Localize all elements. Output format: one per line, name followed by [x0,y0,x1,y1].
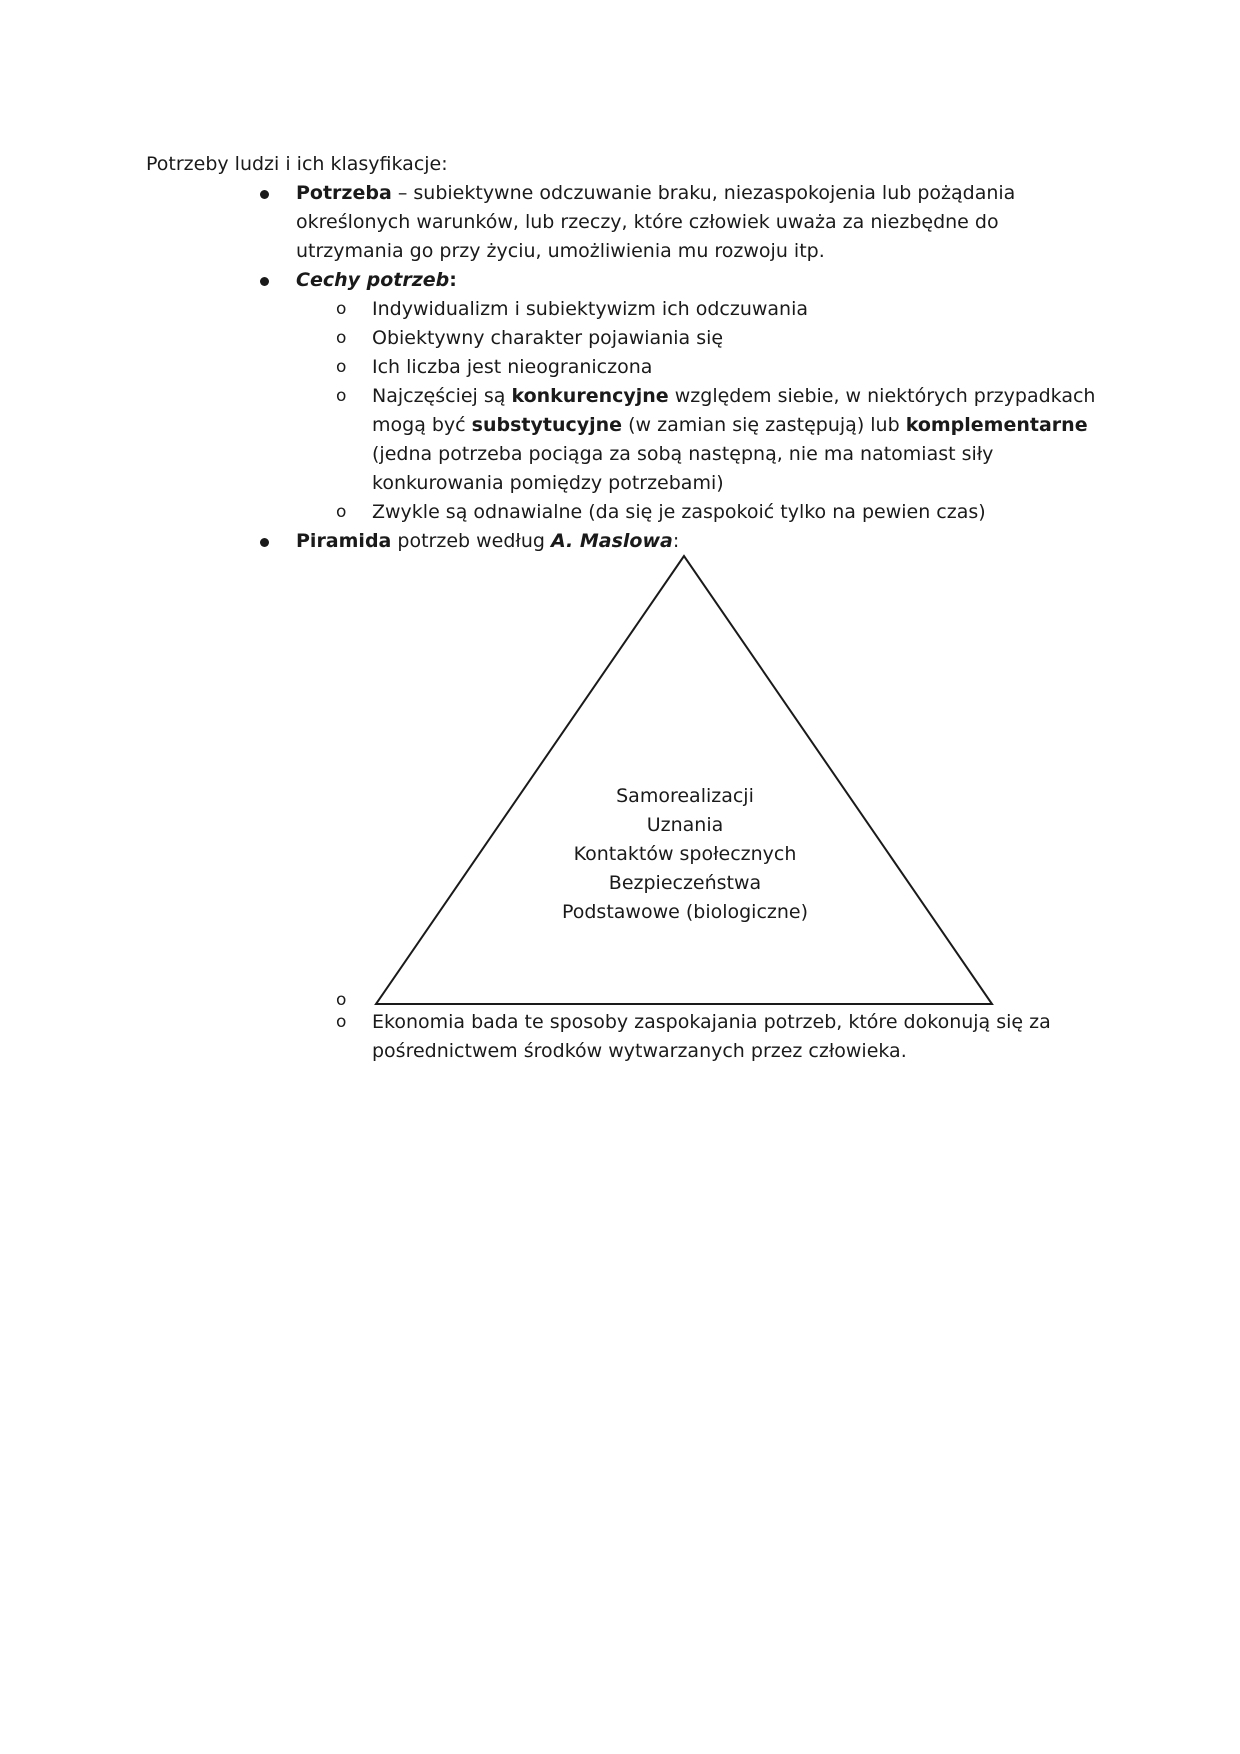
feature-item-4-line-2: mogą być substytucyjne (w zamian się zastępują) lub komplementarne [372,414,1088,436]
feature-item-1: Indywidualizm i subiektywizm ich odczuwania [372,298,809,320]
pyramid-level-4: Bezpieczeństwa [608,872,762,894]
definition-line-1: Potrzeba – subiektywne odczuwanie braku, niezaspokojenia lub pożądania [296,182,1016,204]
sub-bullet-marker: o [336,299,347,319]
pyramid-level-1: Samorealizacji [616,785,754,807]
sub-bullet-marker: o [336,502,347,522]
feature-item-5: Zwykle są odnawialne (da się je zaspokoić tylko na pewien czas) [372,501,986,523]
definition-term: Potrzeba [296,182,392,204]
economy-line-1: Ekonomia bada te sposoby zaspokajania potrzeb, które dokonują się za [372,1011,1051,1033]
sub-bullet-marker: o [336,386,347,406]
sub-bullet-marker: o [336,357,347,377]
features-heading: Cechy potrzeb: [296,269,457,291]
feature-item-2: Obiektywny charakter pojawiania się [372,327,724,349]
feature-item-4-line-3: (jedna potrzeba pociąga za sobą następną, nie ma natomiast siły [372,443,994,465]
pyramid-level-5: Podstawowe (biologiczne) [561,901,809,923]
sub-bullet-marker: o [336,328,347,348]
pyramid-heading: Piramida potrzeb według A. Maslowa: [296,530,680,552]
economy-line-2: pośrednictwem środków wytwarzanych przez człowieka. [372,1040,907,1062]
document-title: Potrzeby ludzi i ich klasyfikacje: [146,153,448,175]
sub-bullet-marker: o [336,990,347,1010]
pyramid-triangle [376,556,992,1004]
pyramid-levels [480,782,890,927]
pyramid-level-3: Kontaktów społecznych [573,843,797,865]
pyramid-level-2: Uznania [646,814,724,836]
definition-line-2: określonych warunków, lub rzeczy, które człowiek uważa za niezbędne do [296,211,999,233]
feature-item-4-line-1: Najczęściej są konkurencyjne względem siebie, w niektórych przypadkach [372,385,1096,407]
definition-line-3: utrzymania go przy życiu, umożliwienia mu rozwoju itp. [296,240,825,262]
feature-item-3: Ich liczba jest nieograniczona [372,356,653,378]
sub-bullet-marker: o [336,1012,347,1032]
feature-item-4-line-4: konkurowania pomiędzy potrzebami) [372,472,724,494]
